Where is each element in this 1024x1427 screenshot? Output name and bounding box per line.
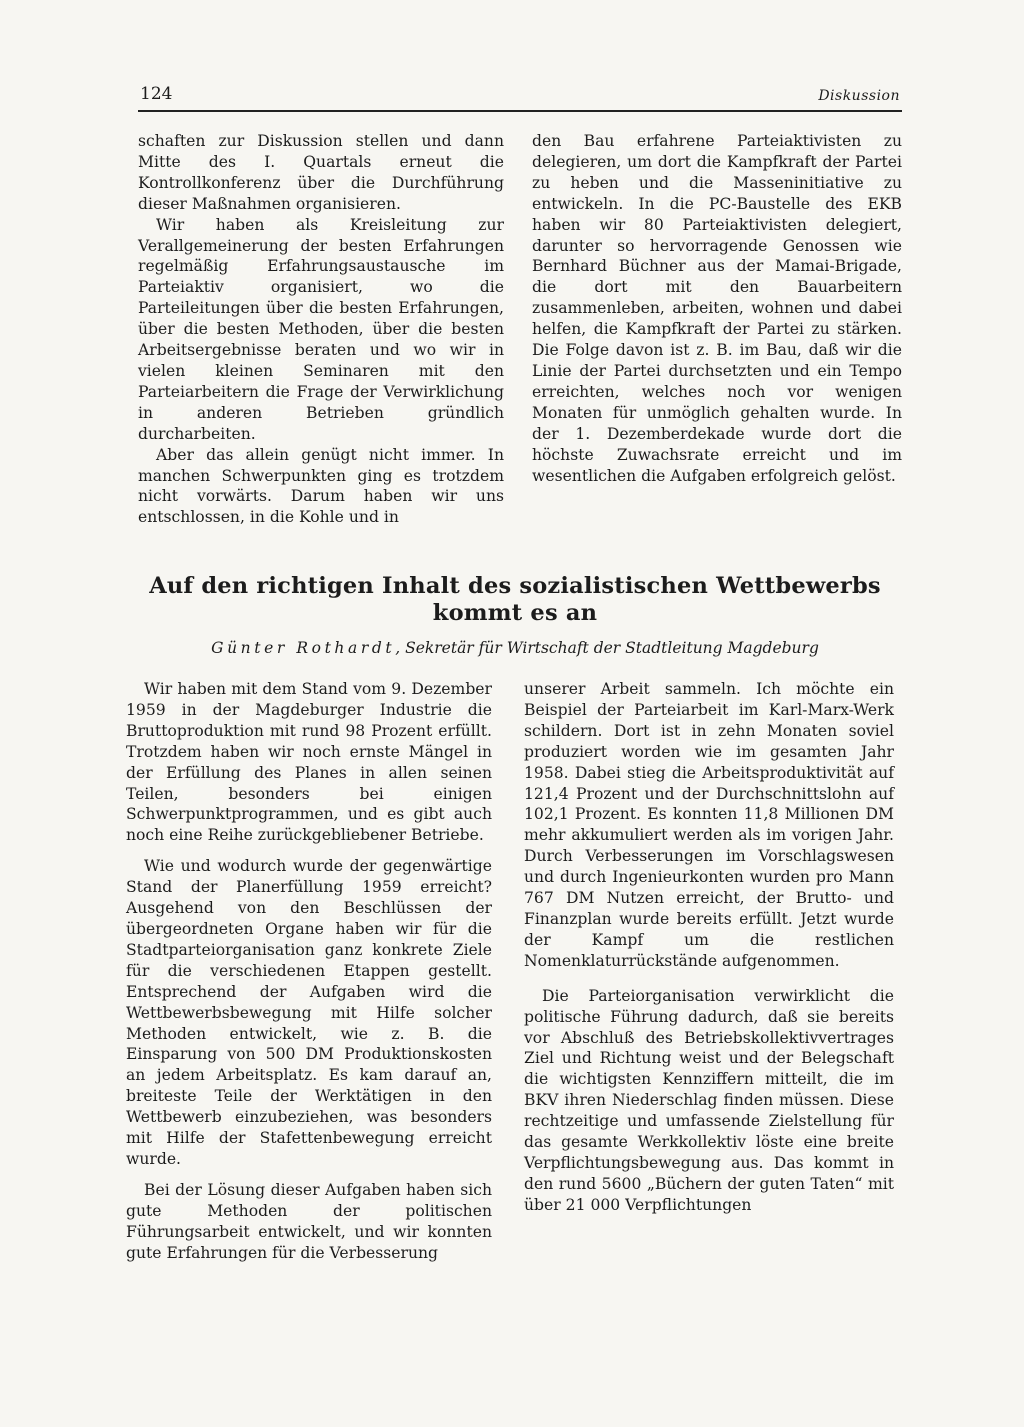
page-number: 124	[140, 84, 173, 104]
bottom-left-column	[126, 679, 492, 1263]
author-name: Günter Rothardt	[211, 639, 396, 657]
page-header	[138, 82, 902, 112]
paragraph: Wie und wodurch wurde der gegenwärtige Stand der Planerfüllung 1959 erreicht? Ausgehend von den Beschlüssen der übergeordneten Organe haben wir für die Stadtparteiorganisation ganz konkrete Ziele für die verschiedenen Etappen gestellt. Entsprechend der Aufgaben wird die Wettbewerbsbewegung mit Hilfe solcher Methoden entwickelt, wie z. B. die Einsparung von 500 DM Produktionskosten an jedem Arbeitsplatz. Es kam darauf an, breiteste Teile der Werktätigen in den Wettbewerb einzubeziehen, was besonders mit Hilfe der Stafettenbewegung erreicht wurde.	[126, 857, 492, 1168]
headline-line-2: kommt es an	[432, 600, 598, 626]
article-byline	[120, 639, 910, 657]
top-right-column	[532, 131, 902, 486]
author-role: , Sekretär für Wirtschaft der Stadtleitung Magdeburg	[395, 639, 819, 657]
headline-line-1: Auf den richtigen Inhalt des sozialistischen Wettbewerbs	[149, 573, 881, 599]
paragraph: unserer Arbeit sammeln. Ich möchte ein Beispiel der Parteiarbeit im Karl-Marx-Werk schildern. Dort ist in zehn Monaten soviel produziert worden wie im gesamten Jahr 1958. Dabei stieg die Arbeitsproduktivität auf 121,4 Prozent und der Durchschnittslohn auf 102,1 Prozent. Es konnten 11,8 Millionen DM mehr akkumuliert werden als im vorigen Jahr. Durch Verbesserungen im Vorschlagswesen und durch Ingenieurkonten wurden pro Mann 767 DM Nutzen erreicht, der Brutto- und Finanzplan wurde bereits erfüllt. Jetzt wurde der Kampf um die restlichen Nomenklaturrückstände aufgenommen.	[524, 680, 894, 970]
running-head: Diskussion	[818, 88, 900, 104]
paragraph: Bei der Lösung dieser Aufgaben haben sich gute Methoden der politischen Führungsarbeit entwickelt, und wir konnten gute Erfahrungen für die Verbesserung	[126, 1180, 492, 1262]
top-left-column	[138, 131, 504, 528]
article-headline	[120, 573, 910, 627]
bottom-right-column	[524, 679, 894, 1216]
paragraph: Aber das allein genügt nicht immer. In manchen Schwerpunkten ging es trotzdem nicht vorwärts. Darum haben wir uns entschlossen, in die Kohle und in	[138, 445, 504, 527]
paragraph: Die Parteiorganisation verwirklicht die politische Führung dadurch, daß sie bereits vor Abschluß des Betriebskollektivvertrages Ziel und Richtung weist und der Belegschaft die wichtigsten Kennziffern mitteilt, die im BKV ihren Niederschlag finden müssen. Diese rechtzeitige und umfassende Zielstellung für das gesamte Werkkollektiv löste eine breite Verpflichtungsbewegung aus. Das kommt in den rund 5600 „Büchern der guten Taten“ mit über 21 000 Verpflichtungen	[524, 986, 894, 1214]
paragraph: den Bau erfahrene Parteiaktivisten zu delegieren, um dort die Kampfkraft der Partei zu heben und die Masseninitiative zu entwickeln. In die PC-Baustelle des EKB haben wir 80 Parteiaktivisten delegiert, darunter so hervorragende Genossen wie Bernhard Büchner aus der Mamai-Brigade, die dort mit den Bauarbeitern zusammenleben, arbeiten, wohnen und dabei helfen, die Kampfkraft der Partei zu stärken. Die Folge davon ist z. B. im Bau, daß wir die Linie der Partei durchsetzten und ein Tempo erreichten, welches noch vor wenigen Monaten für unmöglich gehalten wurde. In der 1. Dezemberdekade wurde dort die höchste Zuwachsrate erreicht und im wesentlichen die Aufgaben erfolgreich gelöst.	[532, 132, 902, 485]
paragraph: Wir haben als Kreisleitung zur Verallgemeinerung der besten Erfahrungen regelmäßig Erfahrungsaustausche im Parteiaktiv organisiert, wo die Parteileitungen über die besten Erfahrungen, über die besten Methoden, über die besten Arbeitsergebnisse beraten und wo wir in vielen kleinen Seminaren mit den Parteiarbeitern die Frage der Verwirklichung in anderen Betrieben gründlich durcharbeiten.	[138, 215, 504, 443]
paragraph: schaften zur Diskussion stellen und dann Mitte des I. Quartals erneut die Kontrollkonferenz über die Durchführung dieser Maßnahmen organisieren.	[138, 132, 504, 213]
paragraph: Wir haben mit dem Stand vom 9. Dezember 1959 in der Magdeburger Industrie die Bruttoproduktion mit rund 98 Prozent erfüllt. Trotzdem haben wir noch ernste Mängel in der Erfüllung des Planes in allen seinen Teilen, besonders bei einigen Schwerpunktprogrammen, und es gibt auch noch eine Reihe zurückgebliebener Betriebe.	[126, 680, 492, 845]
